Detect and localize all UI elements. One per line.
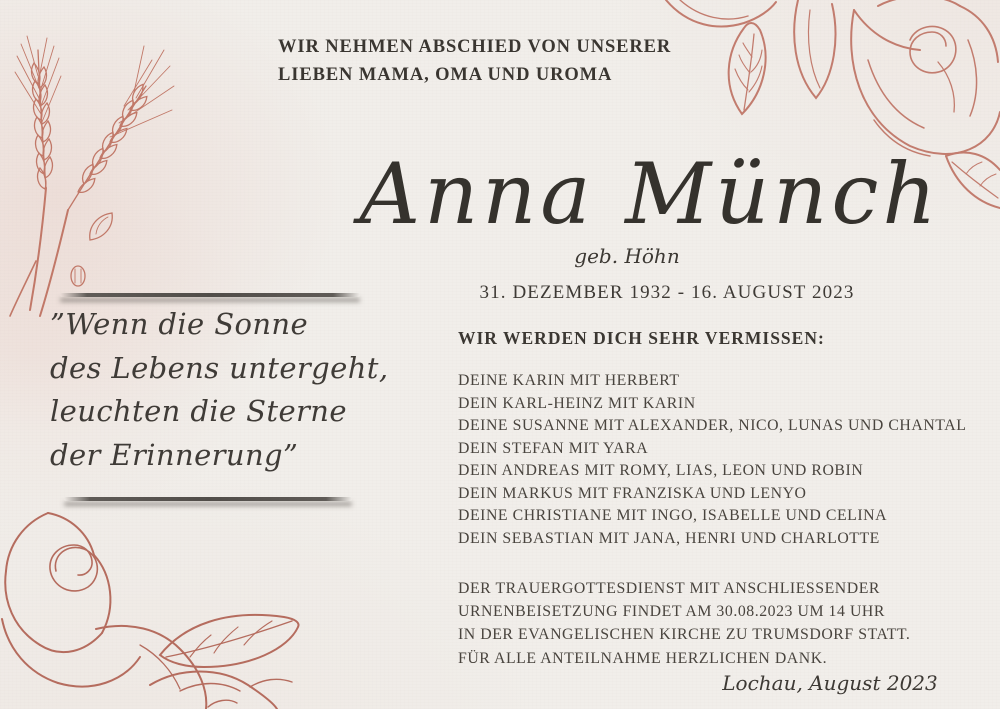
wheat-decoration-icon: [6, 28, 180, 320]
service-line-3: IN DER EVANGELISCHEN KIRCHE ZU TRUMSDORF STATT.: [458, 626, 911, 644]
service-line-2: URNENBEISETZUNG FINDET AM 30.08.2023 UM 14 UHR: [458, 603, 885, 621]
service-line-1: DER TRAUERGOTTESDIENST MIT ANSCHLIESSENDER: [458, 580, 880, 597]
family-entry: DEIN ANDREAS MIT ROMY, LIAS, LEON UND ROBIN: [458, 462, 864, 479]
memorial-quote: [50, 303, 430, 477]
rose-bottom-left-icon: [0, 509, 332, 709]
quote-line-1: ”Wenn die Sonne: [50, 307, 309, 341]
quote-line-4: der Erinnerung”: [50, 437, 299, 472]
family-entry: DEIN KARL-HEINZ MIT KARIN: [458, 394, 696, 412]
service-line-4: FÜR ALLE ANTEILNAHME HERZLICHEN DANK.: [458, 649, 828, 667]
family-entry: DEIN SEBASTIAN MIT JANA, HENRI UND CHARLOTTE: [458, 529, 880, 547]
announcement-line-1: WIR NEHMEN ABSCHIED VON UNSERER: [278, 37, 672, 57]
announcement-line-2: LIEBEN MAMA, OMA UND UROMA: [278, 64, 613, 85]
family-entry: DEIN MARKUS MIT FRANZISKA UND LENYO: [458, 484, 807, 502]
announcement-header: [278, 34, 671, 89]
life-dates: 31. DEZEMBER 1932 - 16. AUGUST 2023: [479, 282, 855, 303]
quote-divider-top: [60, 293, 360, 297]
deceased-name: Anna Münch: [359, 145, 941, 243]
family-entry: DEINE CHRISTIANE MIT INGO, ISABELLE UND CELINA: [458, 507, 888, 524]
place-date: Lochau, August 2023: [722, 671, 938, 695]
family-entry: DEIN STEFAN MIT YARA: [458, 439, 649, 457]
quote-line-3: leuchten die Sterne: [50, 394, 347, 428]
quote-divider-bottom: [64, 497, 352, 501]
family-list: [458, 370, 966, 550]
quote-line-2: des Lebens untergeht,: [50, 350, 389, 385]
maiden-name: geb. Höhn: [574, 244, 680, 268]
family-entry: DEINE KARIN MIT HERBERT: [458, 372, 680, 389]
service-info: [458, 577, 910, 670]
family-heading: WIR WERDEN DICH SEHR VERMISSEN:: [458, 328, 825, 348]
family-entry: DEINE SUSANNE MIT ALEXANDER, NICO, LUNAS UND CHANTAL: [458, 417, 967, 434]
